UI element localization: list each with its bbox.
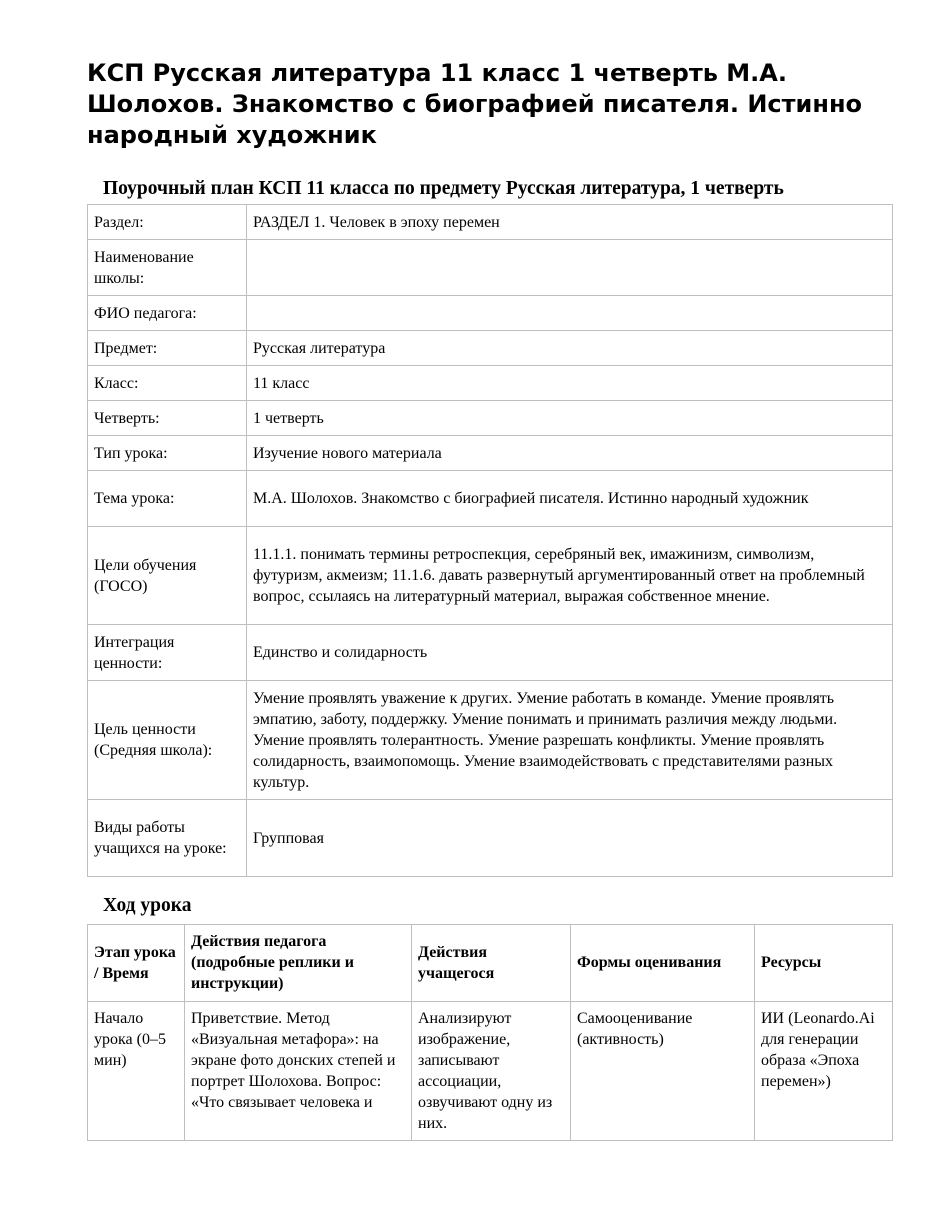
info-label: Наименование школы: — [88, 240, 247, 296]
table-row — [88, 240, 893, 296]
info-label: ФИО педагога: — [88, 296, 247, 331]
info-value: Русская литература — [247, 331, 893, 366]
table-header-row — [88, 925, 893, 1002]
resources-cell: ИИ (Leonardo.Ai для генерации образа «Эпоха перемен») — [755, 1002, 893, 1141]
info-value: Умение проявлять уважение к других. Умение работать в команде. Умение проявлять эмпатию, заботу, поддержку. Умение понимать и принимать различия между людьми. Умение проявлять толерантность. Умение разрешать конфликты. Умение проявлять солидарность, взаимопомощь. Умение взаимодействовать с представителями разных культур. — [247, 681, 893, 800]
info-value: РАЗДЕЛ 1. Человек в эпоху перемен — [247, 205, 893, 240]
table-row — [88, 436, 893, 471]
info-label: Класс: — [88, 366, 247, 401]
column-header-assessment: Формы оценивания — [571, 925, 755, 1002]
table-row — [88, 1002, 893, 1141]
column-header-teacher: Действия педагога (подробные реплики и инструкции) — [185, 925, 412, 1002]
assessment-cell: Самооценивание (активность) — [571, 1002, 755, 1141]
info-value: 11.1.1. понимать термины ретроспекция, серебряный век, имажинизм, символизм, футуризм, акмеизм; 11.1.6. давать развернутый аргументированный ответ на проблемный вопрос, ссылаясь на литературный материал, выражая собственное мнение. — [247, 527, 893, 625]
info-label: Тема урока: — [88, 471, 247, 527]
table-row — [88, 366, 893, 401]
lesson-progress-table — [87, 924, 893, 1141]
info-value: Групповая — [247, 800, 893, 877]
info-label: Виды работы учащихся на уроке: — [88, 800, 247, 877]
table-row — [88, 681, 893, 800]
document-title: КСП Русская литература 11 класс 1 четверть М.А. Шолохов. Знакомство с биографией писателя. Истинно народный художник — [87, 59, 863, 149]
table-row — [88, 205, 893, 240]
info-value: Изучение нового материала — [247, 436, 893, 471]
info-label: Тип урока: — [88, 436, 247, 471]
info-value — [247, 240, 893, 296]
info-label: Цель ценности (Средняя школа): — [88, 681, 247, 800]
document-page — [87, 58, 893, 1141]
info-label: Интеграция ценности: — [88, 625, 247, 681]
column-header-stage: Этап урока / Время — [88, 925, 185, 1002]
info-value: 11 класс — [247, 366, 893, 401]
table-row — [88, 296, 893, 331]
plan-subtitle: Поурочный план КСП 11 класса по предмету Русская литература, 1 четверть — [103, 178, 784, 199]
student-actions-cell: Анализируют изображение, записывают ассоциации, озвучивают одну из них. — [412, 1002, 571, 1141]
info-label: Предмет: — [88, 331, 247, 366]
info-label: Раздел: — [88, 205, 247, 240]
table-row — [88, 401, 893, 436]
info-value: М.А. Шолохов. Знакомство с биографией писателя. Истинно народный художник — [247, 471, 893, 527]
table-row — [88, 625, 893, 681]
info-value: 1 четверть — [247, 401, 893, 436]
table-row — [88, 800, 893, 877]
table-row — [88, 471, 893, 527]
info-value: Единство и солидарность — [247, 625, 893, 681]
stage-cell: Начало урока (0–5 мин) — [88, 1002, 185, 1141]
table-row — [88, 331, 893, 366]
table-row — [88, 527, 893, 625]
teacher-actions-cell: Приветствие. Метод «Визуальная метафора»: на экране фото донских степей и портрет Шолохова. Вопрос: «Что связывает человека и — [185, 1002, 412, 1141]
lesson-progress-heading: Ход урока — [103, 895, 192, 916]
column-header-resources: Ресурсы — [755, 925, 893, 1002]
lesson-info-table — [87, 204, 893, 877]
column-header-student: Действия учащегося — [412, 925, 571, 1002]
info-label: Цели обучения (ГОСО) — [88, 527, 247, 625]
info-label: Четверть: — [88, 401, 247, 436]
info-value — [247, 296, 893, 331]
